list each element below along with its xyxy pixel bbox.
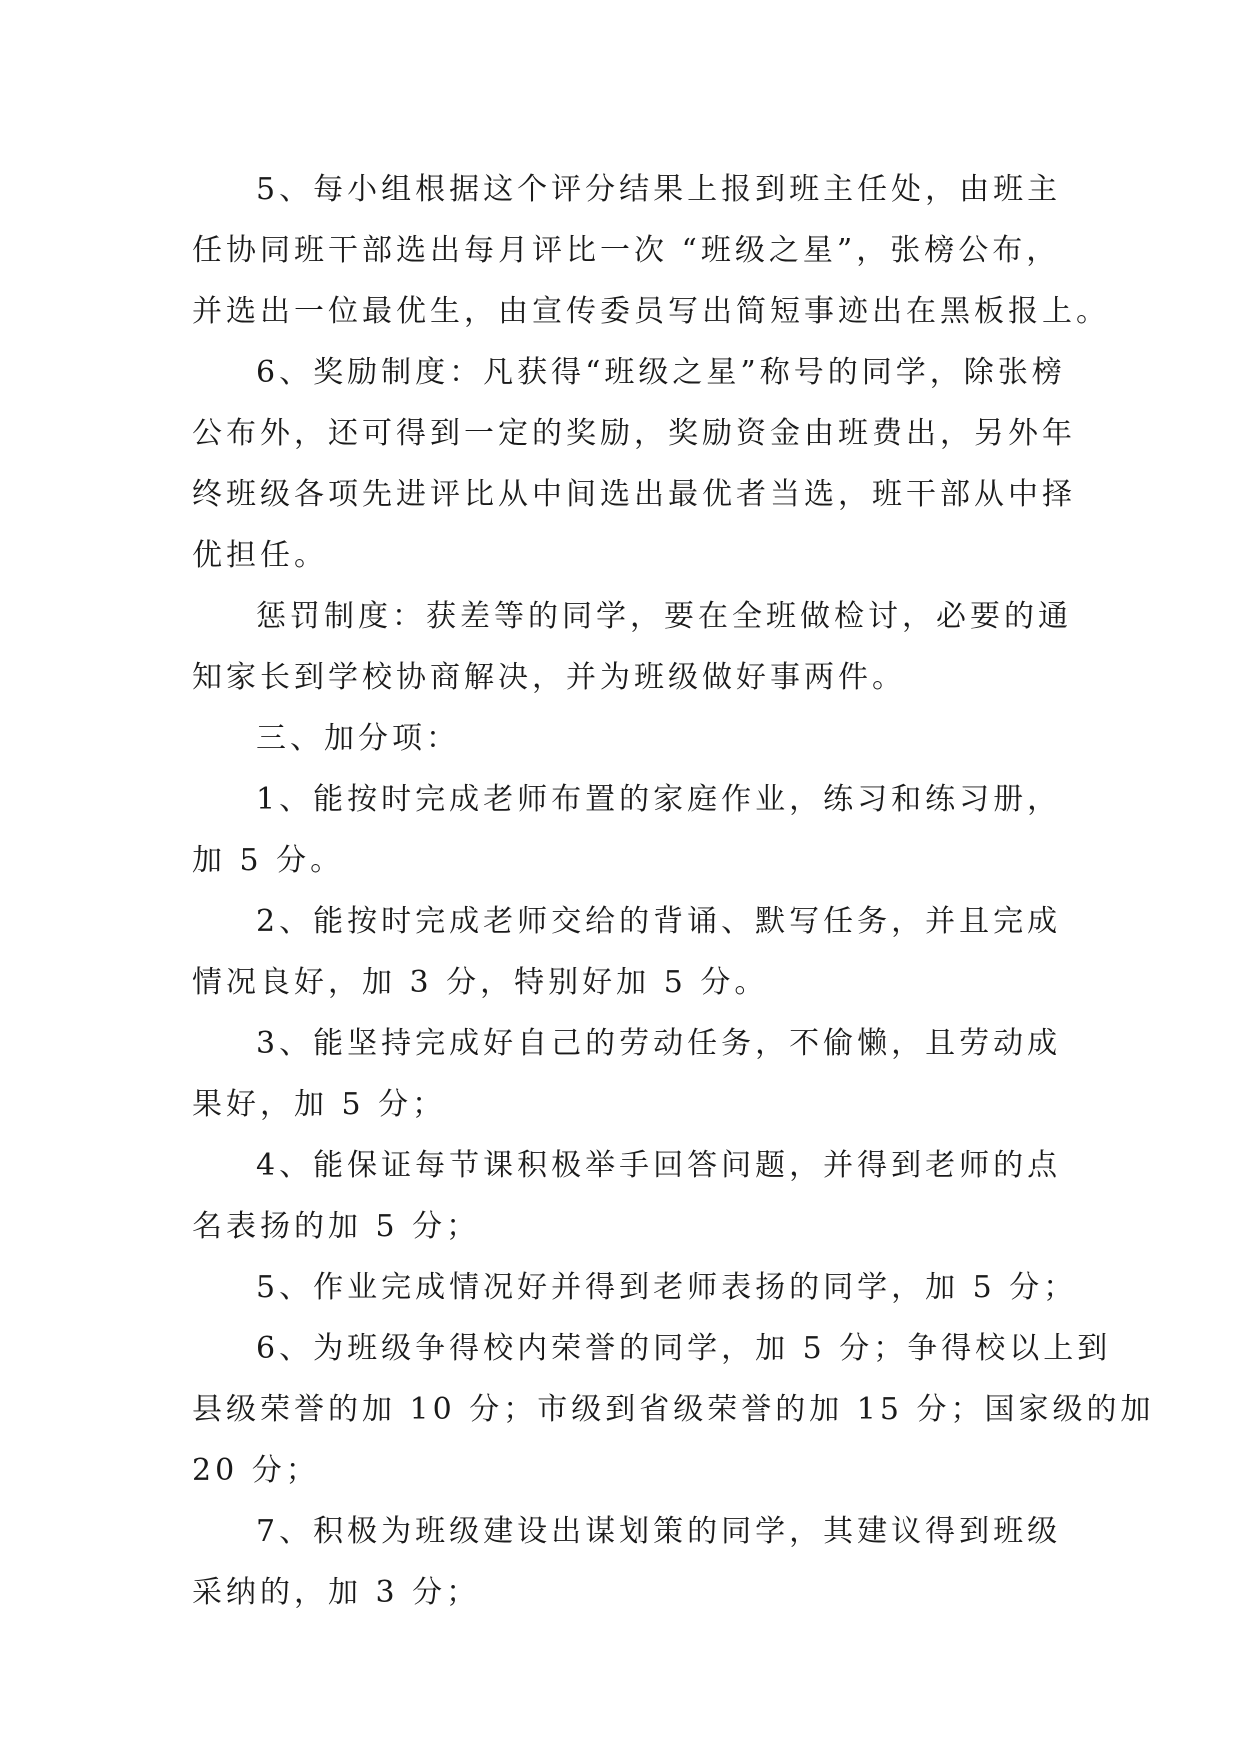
paragraph-line: 5、每小组根据这个评分结果上报到班主任处，由班主	[256, 172, 1062, 207]
document-body	[192, 159, 1155, 1623]
paragraph-line: 情况良好，加 3 分，特别好加 5 分。	[192, 965, 769, 1000]
paragraph-line: 5、作业完成情况好并得到老师表扬的同学，加 5 分；	[256, 1270, 1078, 1305]
paragraph-line: 知家长到学校协商解决，并为班级做好事两件。	[192, 660, 906, 695]
paragraph-line: 名表扬的加 5 分；	[192, 1209, 481, 1244]
paragraph-line: 优担任。	[192, 538, 328, 573]
paragraph-line: 并选出一位最优生，由宣传委员写出简短事迹出在黑板报上。	[192, 294, 1110, 329]
paragraph-line: 加 5 分。	[192, 843, 345, 878]
paragraph-line: 6、为班级争得校内荣誉的同学，加 5 分；争得校以上到	[256, 1331, 1112, 1366]
paragraph-line: 2、能按时完成老师交给的背诵、默写任务，并且完成	[256, 904, 1062, 939]
paragraph-line: 惩罚制度：获差等的同学，要在全班做检讨，必要的通	[256, 599, 1072, 634]
paragraph-line: 6、奖励制度：凡获得“班级之星”称号的同学，除张榜	[256, 355, 1066, 390]
paragraph-line: 任协同班干部选出每月评比一次 “班级之星”，张榜公布，	[192, 233, 1061, 268]
paragraph-line: 20 分；	[192, 1453, 320, 1488]
paragraph-line: 公布外，还可得到一定的奖励，奖励资金由班费出，另外年	[192, 416, 1076, 451]
paragraph-line: 3、能坚持完成好自己的劳动任务，不偷懒，且劳动成	[256, 1026, 1062, 1061]
paragraph-line: 4、能保证每节课积极举手回答问题，并得到老师的点	[256, 1148, 1062, 1183]
paragraph-line: 终班级各项先进评比从中间选出最优者当选，班干部从中择	[192, 477, 1076, 512]
section-heading: 三、加分项：	[256, 721, 460, 756]
paragraph-line: 县级荣誉的加 10 分；市级到省级荣誉的加 15 分；国家级的加	[192, 1392, 1155, 1427]
paragraph-line: 果好，加 5 分；	[192, 1087, 447, 1122]
paragraph-line: 7、积极为班级建设出谋划策的同学，其建议得到班级	[256, 1514, 1062, 1549]
paragraph-line: 1、能按时完成老师布置的家庭作业，练习和练习册，	[256, 782, 1062, 817]
paragraph-line: 采纳的，加 3 分；	[192, 1575, 481, 1610]
